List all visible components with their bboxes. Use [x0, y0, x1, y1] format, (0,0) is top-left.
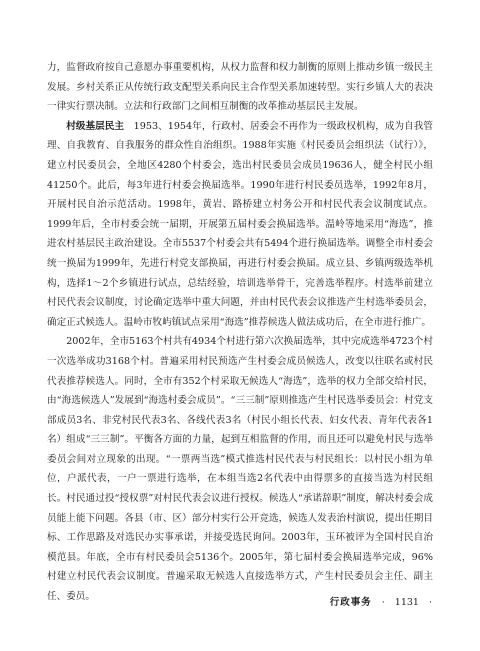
section-heading-village-democracy: 村级基层民主	[66, 120, 124, 132]
paragraph-2-text: 1953、1954年，行政村、居委会不再作为一级政权机构，成为自我管理、自我教育、自我服务的群众性自治组织。1988年实施《村民委员会组织法（试行）》，建立村民委员会，全地区4280个村委会，选出村民委员会成员19636人，健全村民小组41250个。此后，每3年进行村委会换届选举。1990年进行村民委员选举，1992年8月，开展村民自治示范活动。1998年，黄岩、路桥建立村务公开和村民代表会议制度试点。1999年后，全市村委会统一届期，开展第五届村委会换届选举。温岭等地采用“海选”，推进农村基层民主政治建设。全市5537个村委会共有5494个进行换届选举。调整全市村委会统一换届为1999年，先进行村党支部换届，再进行村委会换届。成立县、乡镇两级选举机构，选择1～2个乡镇进行试点，总结经验，培训选举骨干，完善选举程序。村选举前建立村民代表会议制度，讨论确定选举中重大问题，并由村民代表会议推选产生村选举委员会，确定正式候选人。温岭市牧屿镇试点采用“海选”推荐候选人做法成功后，在全市进行推广。	[47, 120, 433, 328]
paragraph-3-text: 2002年，全市5163个村共有4934个村进行第六次换届选举，其中完成选举4723个村一次选举成功3168个村。普遍采用村民预选产生村委会成员候选人，改变以往联名或村民代表推荐候选人。同时，全市有352个村采取无候选人“海选”，选举的权力全部交给村民，由“海选候选人”发展到“海选村委会成员”。“三三制”原则推选产生村民选举委员会：村党支部成员3名、非党村民代表3名、各线代表3名（村民小组长代表、妇女代表、青年代表各1名）组成“三三制”。平衡各方面的力量，起到互相监督的作用，而且还可以避免村民与选举委员会间对立现象的出现。“一票两当选”模式推选村民代表与村民组长：以村民小组为单位，户派代表，一户一票进行选举，在本组当选2名代表中由得票多的直接当选为村民组长。村民通过投“授权票”对村民代表会议进行授权。候选人“承诺辞职”制度，解决村委会成员能上能下问题。各县（市、区）部分村实行公开竞选，候选人发表治村演说，提出任期目标、工作思路及对选民办实事承诺，并接受选民询问。2003年，玉环被评为全国村民自治模范县。年底，全市有村民委员会5136个。2005年，第七届村委会换届选举完成，96%村建立村民代表会议制度。普遍采取无候选人直接选举方式，产生村民委员会主任、副主任、委员。	[47, 336, 433, 603]
paragraph-1	[47, 58, 433, 117]
paragraph-1-text: 力，监督政府按自己意愿办事重要机构，从权力监督和权力制衡的原则上推动乡镇一级民主发展。乡村关系正从传统行政支配型关系向民主合作型关系加速转型。实行乡镇人大的表决一律实行票决制。立法和行政部门之间相互制衡的改革推动基层民主发展。	[47, 62, 433, 113]
footer-bullet-right: ·	[428, 597, 432, 608]
footer-bullet-left: ·	[381, 597, 385, 608]
page-body	[47, 58, 433, 607]
paragraph-2	[47, 117, 433, 333]
page-footer	[330, 594, 432, 608]
footer-section-title: 行政事务	[329, 597, 372, 608]
page-number: 1131	[394, 597, 419, 608]
paragraph-3	[47, 332, 433, 606]
